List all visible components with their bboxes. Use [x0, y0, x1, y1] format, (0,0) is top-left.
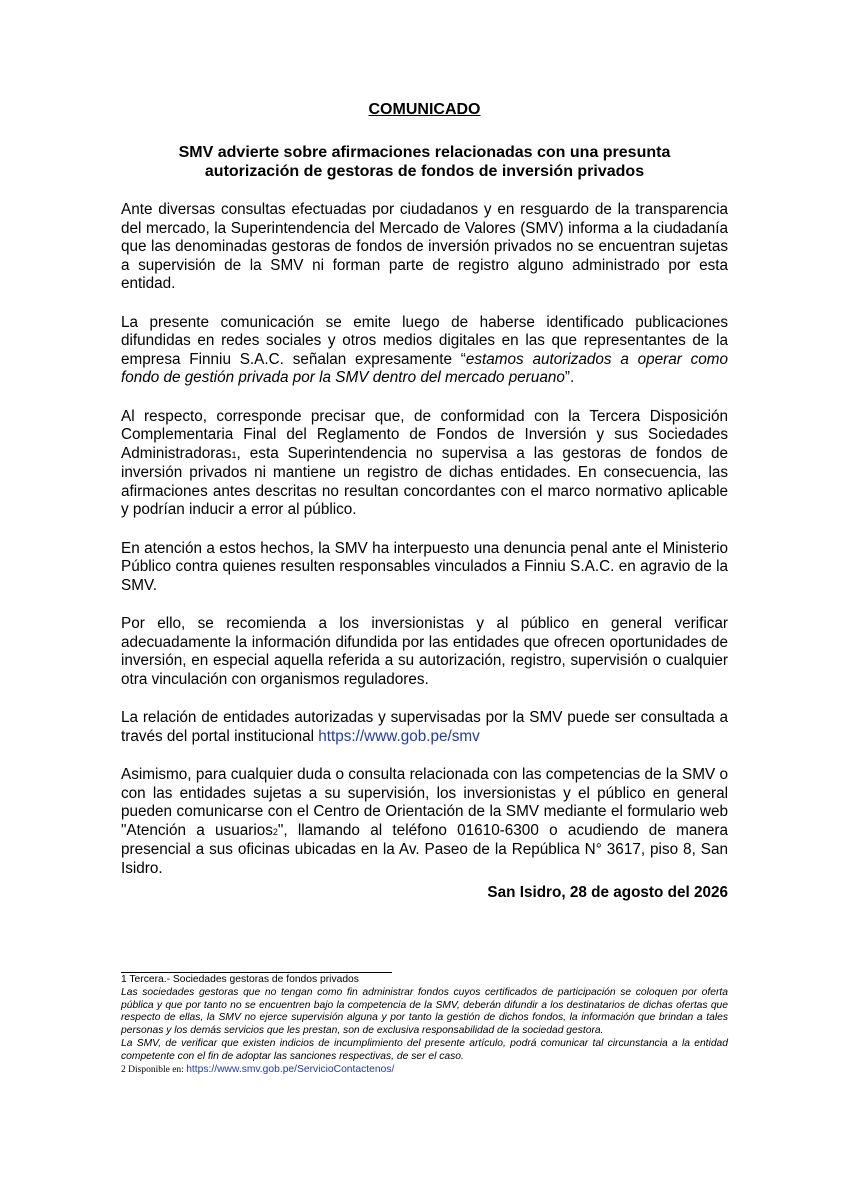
paragraph-3-text: Al respecto, corresponde precisar que, de conformidad con la Tercera Disposición Complementaria Final del Reglamento de Fondos de Inversión y sus Sociedades Administradoras — [121, 407, 728, 462]
paragraph-6 — [121, 709, 728, 746]
footnote-2 — [121, 1064, 728, 1077]
paragraph-3 — [121, 408, 728, 520]
footnote-ref-2: 2 — [272, 826, 278, 837]
paragraph-2-end: ”. — [564, 369, 575, 386]
paragraph-6-text: La relación de entidades autorizadas y supervisadas por la SMV puede ser consultada a través del portal institucional — [121, 709, 728, 745]
footnote-divider — [121, 972, 392, 973]
footnote-2-label: 2 Disponible en: — [121, 1064, 187, 1075]
paragraph-7-text: Asimismo, para cualquier duda o consulta relacionada con las competencias de la SMV o con las entidades sujetas a su supervisión, los inversionistas y el público en general pueden comunicarse con el Centro de Orientación de la SMV mediante el formulario web "Atención a usuarios — [121, 766, 728, 839]
paragraph-1: Ante diversas consultas efectuadas por ciudadanos y en resguardo de la transparencia del mercado, la Superintendencia del Mercado de Valores (SMV) informa a la ciudadanía que las denominadas gestoras de fondos de inversión privados no se encuentran sujetas a supervisión de la SMV ni forman parte de registro alguno administrado por esta entidad. — [121, 201, 728, 292]
paragraph-5: Por ello, se recomienda a los inversionistas y al público en general verificar adecuadamente la información difundida por las entidades que ofrecen oportunidades de inversión, en especial aquella referida a su autorización, registro, supervisión o cualquier otra vinculación con organismos reguladores. — [121, 615, 728, 688]
paragraph-2 — [121, 314, 728, 388]
subtitle-line-1: SMV advierte sobre afirmaciones relacionadas con una presunta — [178, 144, 671, 161]
paragraph-4: En atención a estos hechos, la SMV ha interpuesto una denuncia penal ante el Ministerio Público contra quienes resulten responsables vinculados a Finniu S.A.C. en agravio de la SMV. — [121, 539, 728, 594]
paragraph-3-rest: , esta Superintendencia no supervisa a las gestoras de fondos de inversión privados ni mantiene un registro de dichas entidades. En consecuencia, las afirmaciones antes descritas no resultan concordantes con el marco normativo aplicable y podrían inducir a error al público. — [121, 444, 728, 518]
footnotes — [121, 974, 728, 1076]
smv-portal-link[interactable]: https://www.gob.pe/smv — [318, 727, 480, 745]
paragraph-2-text: La presente comunicación se emite luego de haberse identificado publicaciones difundidas en redes sociales y otros medios digitales en las que representantes de la empresa Finniu S.A.C. señalan expresamente “ — [121, 313, 728, 368]
document-heading: COMUNICADO — [368, 101, 481, 118]
paragraph-7-rest: ", llamando al teléfono 01610-6300 o acudiendo de manera presencial a sus oficinas ubicadas en la Av. Paseo de la República N° 3617, piso 8, San Isidro. — [121, 821, 728, 877]
footnote-1-text: Las sociedades gestoras que no tengan como fin administrar fondos cuyos certificados de participación se coloquen por oferta pública y que por tanto no se encuentren bajo la competencia de la SMV, deberán difundir a los destinatarios de dichas ofertas que respecto de ellas, la SMV no ejerce supervisión alguna y por tanto la gestión de dichos fondos, la información que brindan a tales personas y los demás servicios que les prestan, son de exclusiva responsabilidad de la sociedad gestora. — [121, 986, 728, 1037]
document-body — [121, 201, 728, 878]
quoted-statement: estamos autorizados a operar como fondo de gestión privada por la SMV dentro del mercado peruano — [121, 350, 728, 386]
footnote-ref-1: 1 — [231, 449, 237, 460]
document-subtitle — [120, 143, 729, 181]
subtitle-line-2: autorización de gestoras de fondos de inversión privados — [204, 163, 645, 180]
footnote-1-text-2: La SMV, de verificar que existen indicios de incumplimiento del presente artículo, podrá comunicar tal circunstancia a la entidad competente con el fin de adoptar las sanciones respectivas, de ser el caso. — [121, 1037, 728, 1062]
paragraph-7 — [121, 766, 728, 878]
document-date: San Isidro, 28 de agosto del 2026 — [487, 884, 728, 901]
contact-service-link[interactable]: https://www.smv.gob.pe/ServicioContactenos/ — [186, 1063, 395, 1075]
footnote-1-title: 1 Tercera.- Sociedades gestoras de fondos privados — [121, 974, 359, 985]
